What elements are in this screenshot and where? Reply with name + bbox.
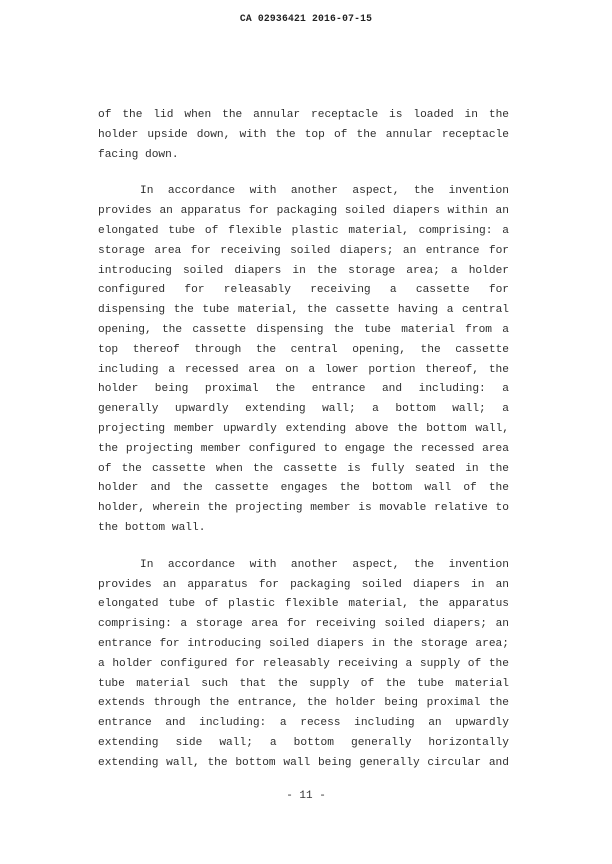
text-line: extends through the entrance, the holder being proximal the [98,697,509,710]
text-line: of the cassette when the cassette is fully seated in the [98,462,509,475]
text-line: elongated tube of plastic flexible material, the apparatus [98,598,509,611]
text-line: tube material such that the supply of the tube material [98,677,509,690]
text-line: facing down. [98,148,179,161]
text-line: In accordance with another aspect, the invention [140,185,509,198]
text-line: opening, the cassette dispensing the tube material from a [98,323,509,336]
paragraph [98,106,509,165]
text-line: introducing soiled diapers in the storage area; a holder [98,264,509,277]
document-header: CA 02936421 2016-07-15 [239,13,373,24]
document-body [98,106,509,774]
text-line: the projecting member configured to engage the recessed area [98,442,509,455]
paragraph [98,182,509,538]
text-line: the bottom wall. [98,521,206,534]
text-line: holder being proximal the entrance and including: a [98,383,509,396]
text-line: extending wall, the bottom wall being generally circular and [98,756,509,769]
text-line: extending side wall; a bottom generally horizontally [98,736,509,749]
text-line: comprising: a storage area for receiving soiled diapers; an [98,618,509,631]
text-line: holder upside down, with the top of the annular receptacle [98,128,509,141]
text-line: holder and the cassette engages the bottom wall of the [98,482,509,495]
text-line: a holder configured for releasably receiving a supply of the [98,657,509,670]
text-line: entrance for introducing soiled diapers in the storage area; [98,637,509,650]
text-line: including a recessed area on a lower portion thereof, the [98,363,509,376]
text-line: elongated tube of flexible plastic material, comprising: a [98,224,509,237]
text-line: of the lid when the annular receptacle is loaded in the [98,109,509,121]
text-line: generally upwardly extending wall; a bottom wall; a [98,403,509,416]
text-line: configured for releasably receiving a cassette for [98,284,509,297]
text-line: holder, wherein the projecting member is movable relative to [98,502,509,515]
text-line: storage area for receiving soiled diapers; an entrance for [98,244,509,257]
text-line: top thereof through the central opening, the cassette [98,343,509,356]
text-line: provides an apparatus for packaging soiled diapers within an [98,205,509,218]
text-line: projecting member upwardly extending above the bottom wall, [98,422,509,435]
paragraph [98,556,509,774]
text-line: entrance and including: a recess including an upwardly [98,717,509,730]
page-number: - 11 - [286,790,326,802]
text-line: provides an apparatus for packaging soiled diapers in an [98,578,509,591]
text-line: In accordance with another aspect, the invention [140,558,509,571]
text-line: dispensing the tube material, the cassette having a central [98,304,509,317]
